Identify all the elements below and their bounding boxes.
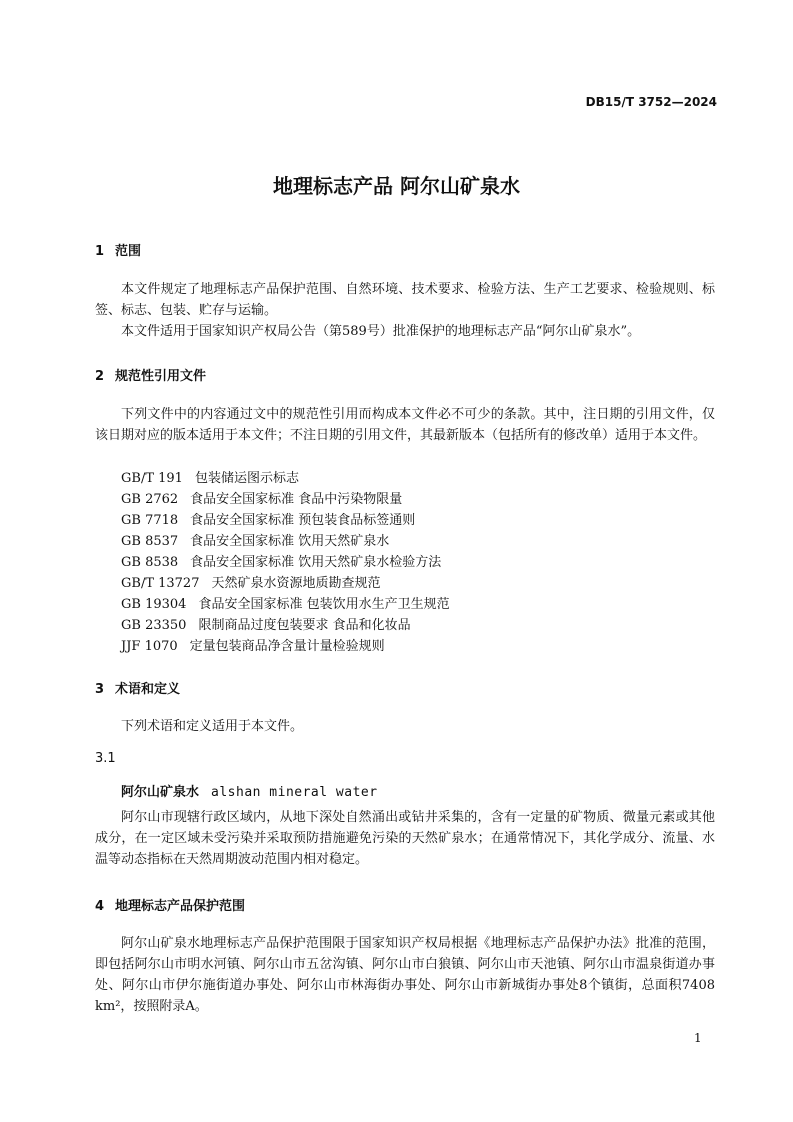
term-english: alshan mineral water: [211, 785, 378, 800]
section-2-intro: 下列文件中的内容通过文中的规范性引用而构成本文件必不可少的条款。其中，注日期的引用文件，仅该日期对应的版本适用于本文件；不注日期的引用文件，其最新版本（包括所有的修改单）适用于本文件。: [95, 407, 715, 443]
section-number: 1: [95, 244, 105, 259]
section-1-paragraph-1: 本文件规定了地理标志产品保护范围、自然环境、技术要求、检验方法、生产工艺要求、检验规则、标签、标志、包装、贮存与运输。: [95, 282, 715, 318]
reference-code: GB 8537: [121, 534, 179, 549]
term-heading: [121, 781, 378, 800]
reference-code: GB 7718: [121, 513, 179, 528]
reference-title: 限制商品过度包装要求 食品和化妆品: [198, 618, 411, 633]
section-3-heading: [95, 678, 180, 697]
reference-title: 食品安全国家标准 食品中污染物限量: [190, 492, 403, 507]
reference-title: 定量包装商品净含量计量检验规则: [189, 639, 385, 654]
section-3-intro: 下列术语和定义适用于本文件。: [121, 719, 304, 734]
reference-item: [121, 614, 411, 633]
section-number: 4: [95, 899, 105, 914]
reference-title: 食品安全国家标准 包装饮用水生产卫生规范: [198, 597, 450, 612]
section-4-heading: [95, 895, 245, 914]
section-title: 范围: [115, 244, 142, 259]
reference-item: [121, 488, 402, 507]
reference-code: GB 19304: [121, 597, 187, 612]
reference-item: [121, 530, 389, 549]
reference-item: [121, 551, 441, 570]
section-title: 规范性引用文件: [115, 369, 207, 384]
reference-code: GB 8538: [121, 555, 179, 570]
reference-title: 包装储运图示标志: [194, 471, 299, 486]
reference-code: JJF 1070: [121, 639, 178, 654]
term-definition: 阿尔山市现辖行政区域内，从地下深处自然涌出或钻井采集的，含有一定量的矿物质、微量元素或其他成分，在一定区域未受污染并采取预防措施避免污染的天然矿泉水；在通常情况下，其化学成分、流量、水温等动态指标在天然周期波动范围内相对稳定。: [95, 810, 715, 867]
reference-item: [121, 467, 299, 486]
term-chinese: 阿尔山矿泉水: [121, 785, 200, 800]
reference-item: [121, 593, 450, 612]
reference-title: 天然矿泉水资源地质勘查规范: [211, 576, 381, 591]
section-number: 3: [95, 682, 105, 697]
term-number: 3.1: [95, 751, 116, 766]
section-number: 2: [95, 369, 105, 384]
page-number: 1: [694, 1031, 702, 1045]
section-1-paragraph-2: 本文件适用于国家知识产权局公告（第589号）批准保护的地理标志产品“阿尔山矿泉水”。: [121, 324, 641, 339]
reference-code: GB 2762: [121, 492, 179, 507]
reference-item: [121, 572, 381, 591]
reference-code: GB/T 13727: [121, 576, 200, 591]
reference-title: 食品安全国家标准 饮用天然矿泉水: [190, 534, 390, 549]
reference-code: GB 23350: [121, 618, 187, 633]
reference-code: GB/T 191: [121, 471, 183, 486]
page-title: 地理标志产品 阿尔山矿泉水: [273, 174, 520, 198]
section-2-heading: [95, 365, 206, 384]
reference-item: [121, 635, 385, 654]
section-title: 地理标志产品保护范围: [115, 899, 246, 914]
reference-title: 食品安全国家标准 预包装食品标签通则: [190, 513, 416, 528]
reference-title: 食品安全国家标准 饮用天然矿泉水检验方法: [190, 555, 442, 570]
document-code: DB15/T 3752—2024: [585, 95, 717, 109]
section-title: 术语和定义: [115, 682, 181, 697]
section-1-heading: [95, 240, 141, 259]
section-4-paragraph-1: 阿尔山矿泉水地理标志产品保护范围限于国家知识产权局根据《地理标志产品保护办法》批准的范围，即包括阿尔山市明水河镇、阿尔山市五岔沟镇、阿尔山市白狼镇、阿尔山市天池镇、阿尔山市温泉街道办事处、阿尔山市伊尔施街道办事处、阿尔山市林海街办事处、阿尔山市新城街办事处8个镇街，总面积7408 km²，按照附录A。: [95, 936, 715, 1014]
reference-item: [121, 509, 415, 528]
